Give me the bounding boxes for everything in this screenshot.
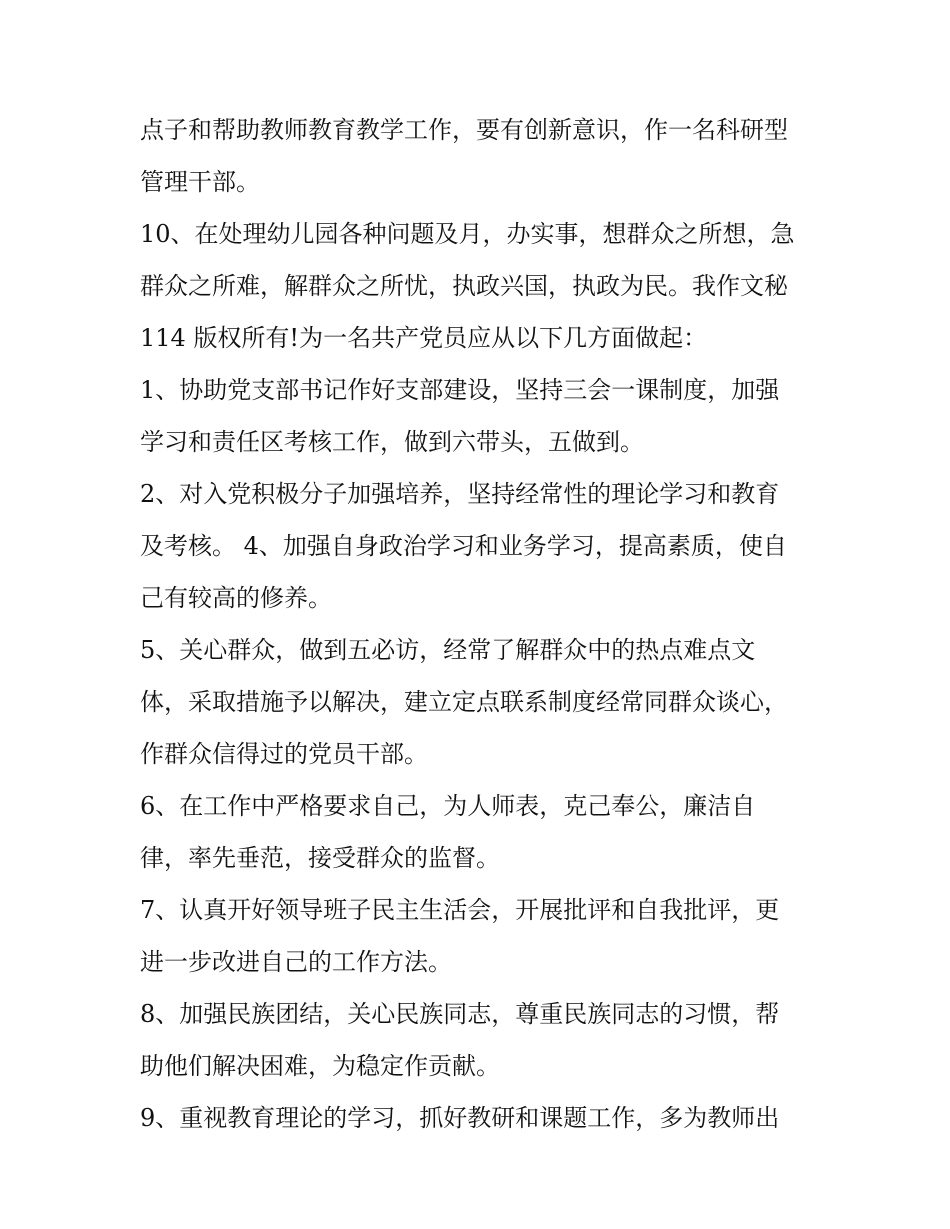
text-line: 8、加强民族团结，关心民族同志，尊重民族同志的习惯，帮 [140,1000,780,1028]
text-line: 进一步改进自己的工作方法。 [140,948,452,976]
body-text [140,104,830,1144]
text-line: 6、在工作中严格要求自己，为人师表，克己奉公，廉洁自 [140,792,756,820]
text-line: 7、认真开好领导班子民主生活会，开展批评和自我批评，更 [140,896,780,924]
text-line: 114 版权所有!为一名共产党员应从以下几方面做起： [140,324,708,352]
text-line: 律，率先垂范，接受群众的监督。 [140,844,500,872]
text-line: 管理干部。 [140,168,260,196]
text-line: 体，采取措施予以解决，建立定点联系制度经常同群众谈心， [140,688,788,716]
text-line: 及考核。 4、加强自身政治学习和业务学习，提高素质，使自 [140,532,787,560]
text-line: 1、协助党支部书记作好支部建设，坚持三会一课制度，加强 [140,376,780,404]
text-line: 10、在处理幼儿园各种问题及月，办实事，想群众之所想，急 [140,220,795,248]
text-line: 9、重视教育理论的学习，抓好教研和课题工作，多为教师出 [140,1104,780,1132]
text-line: 作群众信得过的党员干部。 [140,740,428,768]
text-line: 5、关心群众，做到五必访，经常了解群众中的热点难点文 [140,636,756,664]
text-line: 学习和责任区考核工作，做到六带头，五做到。 [140,428,644,456]
text-line: 点子和帮助教师教育教学工作，要有创新意识，作一名科研型 [140,116,788,144]
text-line: 己有较高的修养。 [140,584,332,612]
text-line: 2、对入党积极分子加强培养，坚持经常性的理论学习和教育 [140,480,780,508]
text-line: 助他们解决困难，为稳定作贡献。 [140,1052,500,1080]
text-line: 群众之所难，解群众之所忧，执政兴国，执政为民。我作文秘 [140,272,788,300]
